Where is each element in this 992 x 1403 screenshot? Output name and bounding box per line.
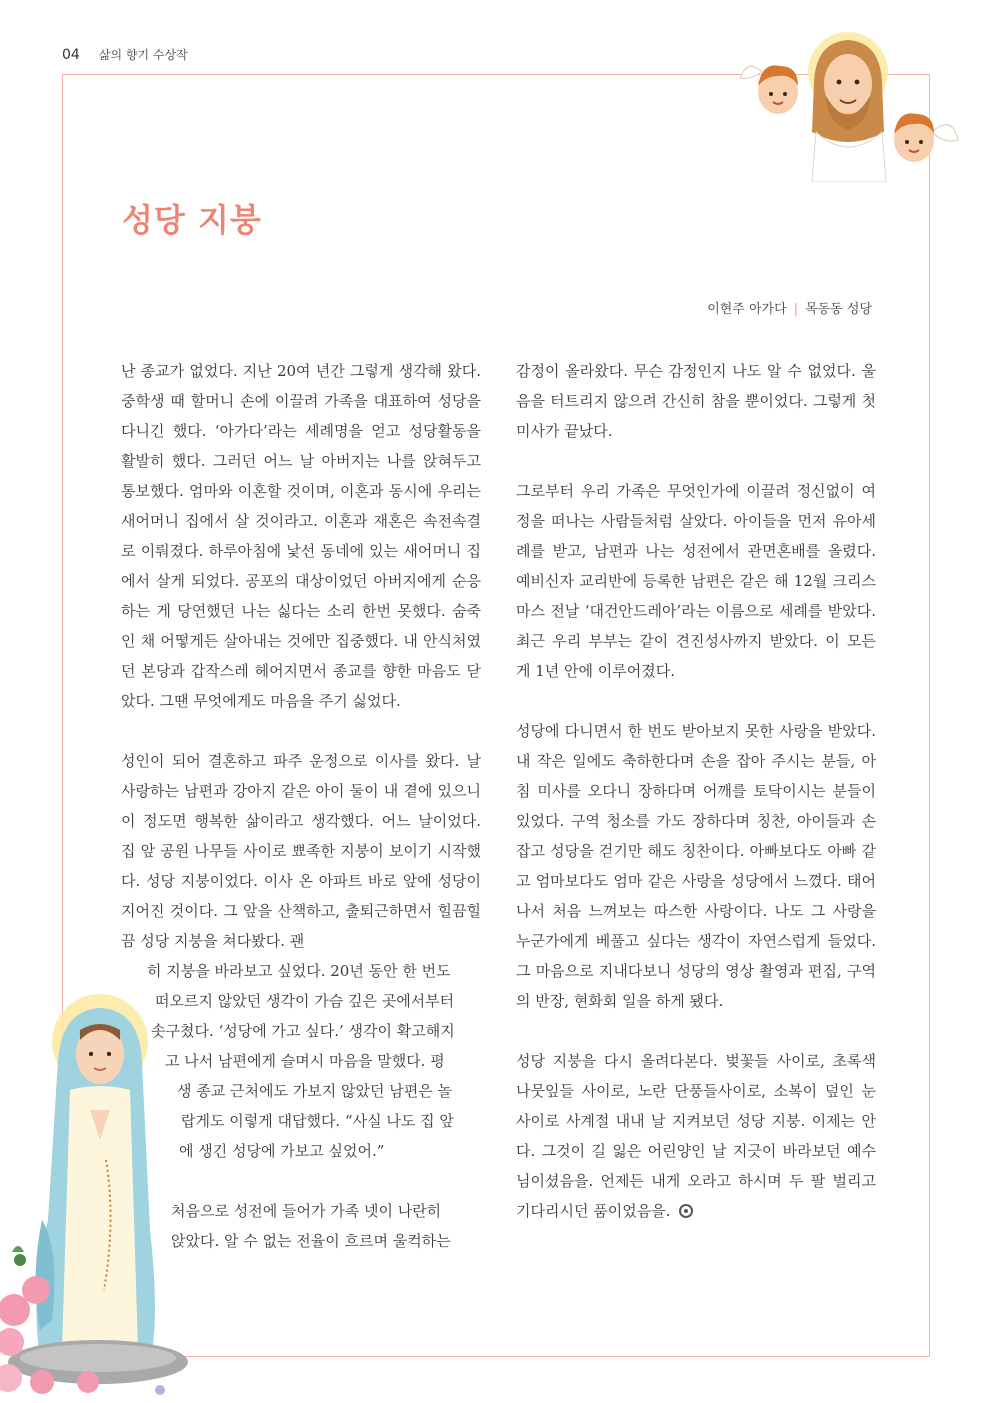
- paragraph-text: 성당 지붕을 다시 올려다본다. 벚꽃들 사이로, 초록색 나뭇잎들 사이로, 노란 단풍들사이로, 소복이 덮인 눈 사이로 사계절 내내 날 지켜보던 성당 지붕. 이제는 안다. 그것이 길 잃은 어린양인 날 지긋이 바라보던 예수님이셨음을. 언제든 내게 오라고 하시며 두 팔 벌리고 기다리시던 품이었음을.: [516, 1052, 876, 1220]
- virgin-mary-illustration: [0, 990, 190, 1403]
- page-number: 04: [62, 47, 80, 63]
- paragraph-line: 고 나서 남편에게 슬며시 마음을 말했다. 평: [165, 1052, 445, 1070]
- paragraph-line: 랍게도 이렇게 대답했다. “사실 나도 집 앞: [181, 1112, 454, 1130]
- author-name: 이현주 아가다: [707, 302, 787, 317]
- paragraph: 감정이 올라왔다. 무슨 감정인지 나도 알 수 없었다. 울음을 터트리지 않으려 간신히 참을 뿐이었다. 그렇게 첫 미사가 끝났다.: [516, 362, 876, 440]
- paragraph-line: 처음으로 성전에 들어가 가족 넷이 나란히: [171, 1202, 442, 1220]
- paragraph-line: 에 생긴 성당에 가보고 싶었어.”: [179, 1142, 385, 1160]
- byline: [707, 298, 872, 317]
- jesus-cherubs-illustration: [736, 22, 962, 182]
- parish-name: 목동동 성당: [805, 302, 872, 317]
- paragraph: 난 종교가 없었다. 지난 20여 년간 그렇게 생각해 왔다. 중학생 때 할머니 손에 이끌려 가족을 대표하여 성당을 다니긴 했다. ‘아가다’라는 세례명을 얻고 성당활동을 활발히 했다. 그러던 어느 날 아버지는 나를 앉혀두고 통보했다. 엄마와 이혼할 것이며, 이혼과 동시에 우리는 새어머니 집에서 살 것이라고. 이혼과 재혼은 속전속결로 이뤄졌다. 하루아침에 낯선 동네에 있는 새어머니 집에서 살게 되었다. 공포의 대상이었던 아버지에게 순응하는 게 당연했던 나는 싫다는 소리 한번 못했다. 숨죽인 채 어떻게든 살아내는 것에만 집중했다. 내 안식처였던 본당과 갑작스레 헤어지면서 종교를 향한 마음도 닫았다. 그땐 무엇에게도 마음을 주기 싫었다.: [121, 362, 481, 710]
- paragraph: 그로부터 우리 가족은 무엇인가에 이끌려 정신없이 여정을 떠나는 사람들처럼 살았다. 아이들을 먼저 유아세례를 받고, 남편과 나는 성전에서 관면혼배를 올렸다. 예비신자 교리반에 등록한 남편은 같은 해 12월 크리스마스 전날 ‘대건안드레아’라는 이름으로 세례를 받았다. 최근 우리 부부는 같이 견진성사까지 받았다. 이 모든 게 1년 안에 이루어졌다.: [516, 482, 876, 680]
- page-header: [62, 44, 188, 63]
- end-mark-icon: [679, 1204, 693, 1218]
- article-title: 성당 지붕: [122, 201, 262, 239]
- paragraph: 성당에 다니면서 한 번도 받아보지 못한 사랑을 받았다. 내 작은 일에도 축하한다며 손을 잡아 주시는 분들, 아침 미사를 오다니 장하다며 어깨를 토닥이시는 분들이 있었다. 구역 청소를 가도 장하다며 칭찬, 아이들과 손잡고 성당을 걷기만 해도 칭찬이다. 아빠보다도 아빠 같고 엄마보다도 엄마 같은 사랑을 성당에서 느꼈다. 태어나서 처음 느껴보는 따스한 사랑이다. 나도 그 사랑을 누군가에게 베풀고 싶다는 생각이 자연스럽게 들었다. 그 마음으로 지내다보니 성당의 영상 촬영과 편집, 구역의 반장, 현화회 일을 하게 됐다.: [516, 722, 876, 1010]
- paragraph-line: 떠오르지 않았던 생각이 가슴 깊은 곳에서부터: [155, 992, 455, 1010]
- right-column: [516, 356, 876, 1256]
- paragraph-line: 히 지붕을 바라보고 싶었다. 20년 동안 한 번도: [147, 962, 451, 980]
- paragraph-text: 성인이 되어 결혼하고 파주 운정으로 이사를 왔다. 날 사랑하는 남편과 강아지 같은 아이 둘이 내 곁에 있으니 이 정도면 행복한 삶이라고 생각했다. 어느 날이었다. 집 앞 공원 나무들 사이로 뾰족한 지붕이 보이기 시작했다. 성당 지붕이었다. 이사 온 아파트 바로 앞에 성당이 지어진 것이다. 그 앞을 산책하고, 출퇴근하면서 힐끔힐끔 성당 지붕을 쳐다봤다. 괜: [121, 752, 481, 950]
- section-label: 삶의 향기 수상작: [98, 48, 188, 62]
- paragraph: [516, 1046, 876, 1226]
- paragraph-line: 솟구쳤다. ‘성당에 가고 싶다.’ 생각이 확고해지: [151, 1022, 455, 1040]
- byline-separator: |: [793, 302, 799, 317]
- paragraph-line: 앉았다. 알 수 없는 전율이 흐르며 울컥하는: [171, 1232, 451, 1250]
- paragraph-line: 생 종교 근처에도 가보지 않았던 남편은 놀: [177, 1082, 452, 1100]
